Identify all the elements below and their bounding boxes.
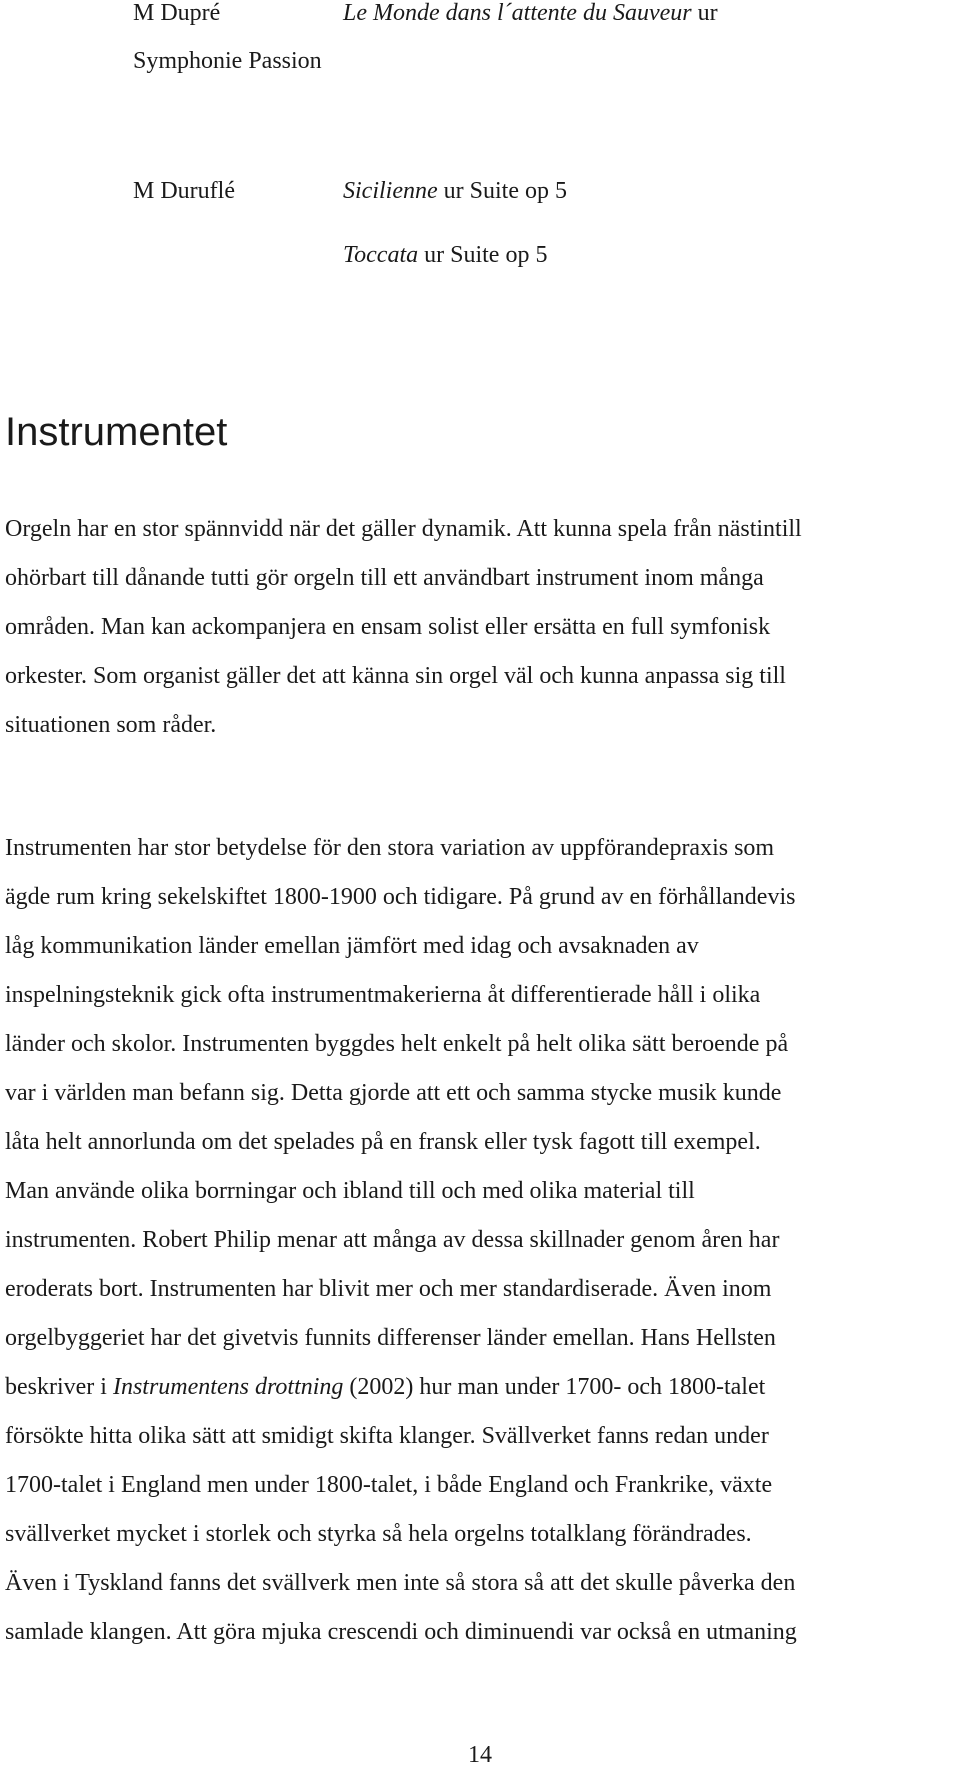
- text-line: instrumenten. Robert Philip menar att många av dessa skillnader genom åren har: [5, 1227, 780, 1253]
- text-line: svällverket mycket i storlek och styrka så hela orgelns totalklang förändrades.: [5, 1521, 752, 1547]
- page-number: 14: [468, 1742, 492, 1768]
- book-title: Instrumentens drottning: [112, 1374, 344, 1400]
- text-line: ohörbart till dånande tutti gör orgeln till ett användbart instrument inom många: [5, 565, 764, 591]
- paragraph-1: [5, 505, 950, 750]
- section-heading: Instrumentet: [5, 410, 228, 454]
- work-title: Le Monde dans l´attente du Sauveur: [343, 0, 692, 26]
- work-dupre-1: [343, 0, 718, 27]
- text-line: situationen som råder.: [5, 712, 217, 738]
- text-line: ägde rum kring sekelskiftet 1800-1900 och tidigare. På grund av en förhållandevis: [5, 884, 796, 910]
- text-line: låta helt annorlunda om det spelades på en fransk eller tysk fagott till exempel.: [5, 1129, 761, 1155]
- text-line: samlade klangen. Att göra mjuka crescendi och diminuendi var också en utmaning: [5, 1619, 797, 1645]
- text-line: områden. Man kan ackompanjera en ensam solist eller ersätta en full symfonisk: [5, 614, 771, 640]
- paragraph-2: [5, 824, 950, 1657]
- text-line: var i världen man befann sig. Detta gjorde att ett och samma stycke musik kunde: [5, 1080, 782, 1106]
- work-durufle-1: [343, 178, 567, 205]
- text-line: Orgeln har en stor spännvidd när det gäller dynamik. Att kunna spela från nästintill: [5, 516, 802, 542]
- work-title: Toccata: [343, 242, 419, 268]
- composer-durufle: M Duruflé: [133, 178, 235, 204]
- text-line: inspelningsteknik gick ofta instrumentmakerierna åt differentierade håll i olika: [5, 982, 761, 1008]
- text-line: orkester. Som organist gäller det att känna sin orgel väl och kunna anpassa sig till: [5, 663, 786, 689]
- work-dupre-2: Symphonie Passion: [133, 48, 322, 74]
- composer-dupre: M Dupré: [133, 0, 221, 26]
- text-line: Instrumenten har stor betydelse för den stora variation av uppförandepraxis som: [5, 835, 775, 861]
- text-line-with-citation: [5, 1363, 950, 1412]
- work-durufle-2: [343, 242, 547, 269]
- text-line: orgelbyggeriet har det givetvis funnits differenser länder emellan. Hans Hellsten: [5, 1325, 776, 1351]
- text-line: försökte hitta olika sätt att smidigt skifta klanger. Svällverket fanns redan under: [5, 1423, 769, 1449]
- work-source: ur Suite op 5: [437, 178, 567, 204]
- text-line: 1700-talet i England men under 1800-talet, i både England och Frankrike, växte: [5, 1472, 773, 1498]
- text-line: eroderats bort. Instrumenten har blivit mer och mer standardiserade. Även inom: [5, 1276, 772, 1302]
- text-line: länder och skolor. Instrumenten byggdes helt enkelt på helt olika sätt beroende på: [5, 1031, 789, 1057]
- work-source: ur: [691, 0, 718, 26]
- text-line: låg kommunikation länder emellan jämfört med idag och avsaknaden av: [5, 933, 699, 959]
- work-title: Sicilienne: [343, 178, 438, 204]
- text-line: Man använde olika borrningar och ibland till och med olika material till: [5, 1178, 695, 1204]
- text-fragment: beskriver i: [5, 1374, 113, 1400]
- text-fragment: (2002) hur man under 1700- och 1800-talet: [343, 1374, 766, 1400]
- work-source: ur Suite op 5: [418, 242, 548, 268]
- text-line: Även i Tyskland fanns det svällverk men inte så stora så att det skulle påverka den: [5, 1570, 796, 1596]
